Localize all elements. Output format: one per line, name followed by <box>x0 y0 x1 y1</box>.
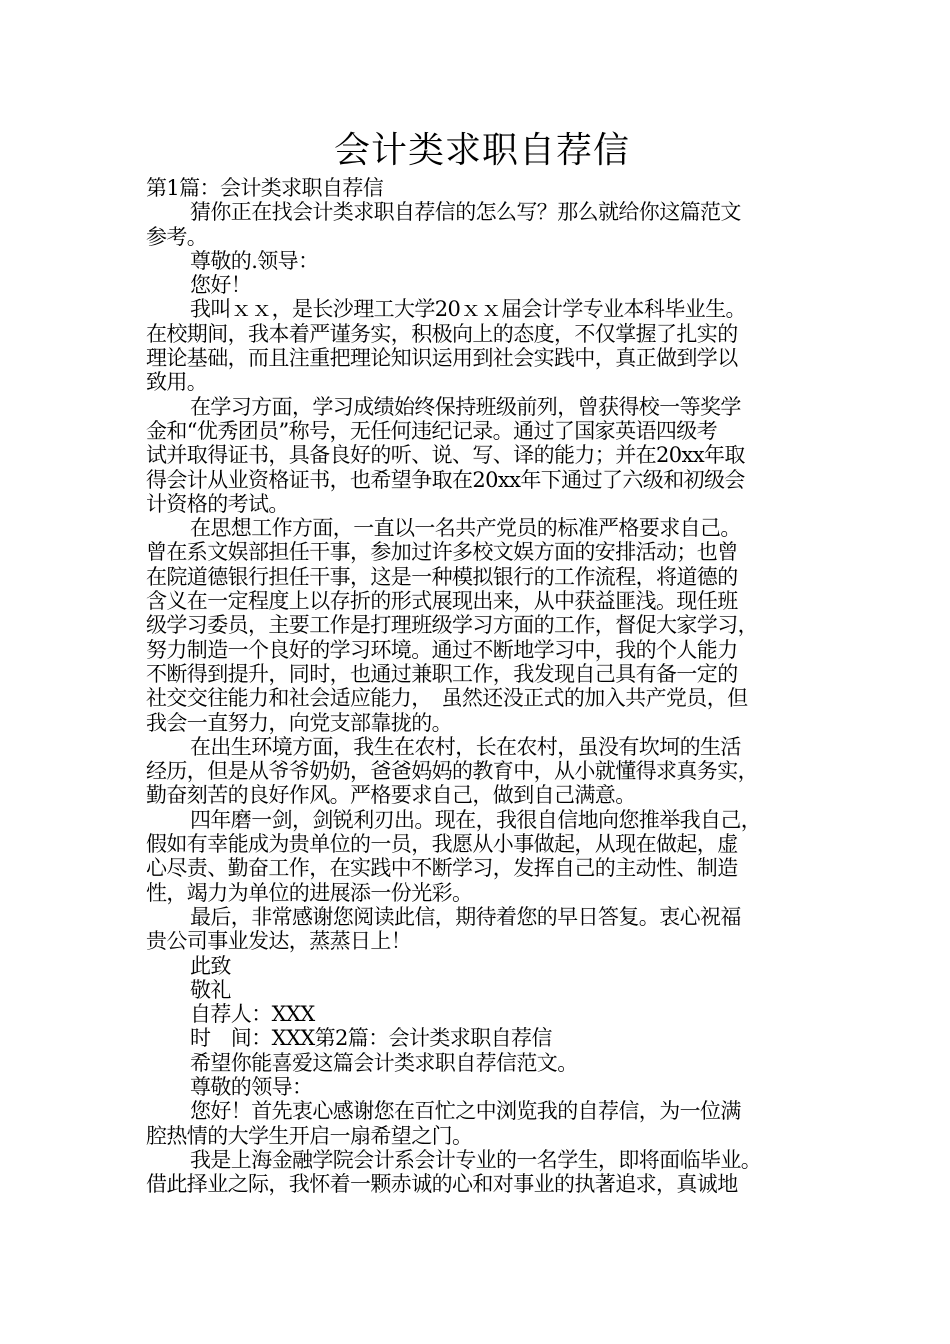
text-line: 腔热情的大学生开启一扇希望之门。 <box>146 1123 473 1148</box>
text-line: 在出生环境方面，我生在农村，长在农村，虽没有坎坷的生活 <box>190 734 741 759</box>
text-line: 经历，但是从爷爷奶奶，爸爸妈妈的教育中，从小就懂得求真务实， <box>146 759 758 784</box>
text-line: 试并取得证书，具备良好的听、说、写、译的能力；并在20xx年取 <box>146 443 745 468</box>
text-line: 在学习方面，学习成绩始终保持班级前列，曾获得校一等奖学 <box>190 394 741 419</box>
text-line: 四年磨一剑，剑锐利刃出。现在，我很自信地向您推举我自己， <box>190 807 762 832</box>
text-line: 我叫ｘｘ，是长沙理工大学20ｘｘ届会计学专业本科毕业生。 <box>190 297 746 322</box>
text-line: 您好！ <box>190 273 252 298</box>
text-line: 我会一直努力，向党支部靠拢的。 <box>146 710 452 735</box>
text-line: 我是上海金融学院会计系会计专业的一名学生，即将面临毕业。 <box>190 1147 762 1172</box>
text-line: 敬礼 <box>190 977 231 1002</box>
text-line: 致用。 <box>146 370 208 395</box>
text-line: 勤奋刻苦的良好作风。严格要求自己，做到自己满意。 <box>146 783 636 808</box>
text-line: 假如有幸能成为贵单位的一员，我愿从小事做起，从现在做起，虚 <box>146 832 738 857</box>
text-line: 在院道德银行担任干事，这是一种模拟银行的工作流程，将道德的 <box>146 564 738 589</box>
text-line: 不断得到提升，同时，也通过兼职工作，我发现自己具有备一定的 <box>146 661 738 686</box>
text-line: 您好！首先衷心感谢您在百忙之中浏览我的自荐信，为一位满 <box>190 1099 741 1124</box>
text-line: 理论基础，而且注重把理论知识运用到社会实践中，真正做到学以 <box>146 346 738 371</box>
text-line: 自荐人：XXX <box>190 1002 315 1027</box>
text-line: 贵公司事业发达，蒸蒸日上！ <box>146 929 412 954</box>
text-line: 心尽责、勤奋工作，在实践中不断学习，发挥自己的主动性、制造 <box>146 856 738 881</box>
text-line: 得会计从业资格证书，也希望争取在20xx年下通过了六级和初级会 <box>146 467 745 492</box>
text-line: 尊敬的.领导： <box>190 248 319 273</box>
document-title: 会计类求职自荐信 <box>333 130 630 171</box>
text-line: 猜你正在找会计类求职自荐信的怎么写？那么就给你这篇范文 <box>190 200 741 225</box>
text-line: 努力制造一个良好的学习环境。通过不断地学习中，我的个人能力 <box>146 637 738 662</box>
text-line: 尊敬的领导： <box>190 1074 313 1099</box>
text-line: 希望你能喜爱这篇会计类求职自荐信范文。 <box>190 1050 578 1075</box>
text-line: 性，竭力为单位的进展添一份光彩。 <box>146 880 473 905</box>
text-line: 社交交往能力和社会适应能力， 虽然还没正式的加入共产党员，但 <box>146 686 748 711</box>
text-line: 曾在系文娱部担任干事，参加过许多校文娱方面的安排活动；也曾 <box>146 540 738 565</box>
text-line: 金和“优秀团员”称号，无任何违纪记录。通过了国家英语四级考 <box>146 418 718 443</box>
text-line: 借此择业之际，我怀着一颗赤诚的心和对事业的执著追求，真诚地 <box>146 1172 738 1197</box>
text-line: 在思想工作方面，一直以一名共产党员的标准严格要求自己。 <box>190 516 741 541</box>
text-line: 第1篇：会计类求职自荐信 <box>146 176 384 200</box>
text-line: 级学习委员，主要工作是打理班级学习方面的工作，督促大家学习， <box>146 613 758 638</box>
text-line: 参考。 <box>146 224 208 249</box>
document-page <box>146 128 818 1196</box>
text-line: 最后，非常感谢您阅读此信，期待着您的早日答复。衷心祝福 <box>190 904 741 929</box>
text-line: 含义在一定程度上以存折的形式展现出来，从中获益匪浅。现任班 <box>146 589 738 614</box>
document-body <box>146 176 818 1196</box>
text-line: 此致 <box>190 953 231 978</box>
text-line: 计资格的考试。 <box>146 491 289 516</box>
text-line: 在校期间，我本着严谨务实，积极向上的态度，不仅掌握了扎实的 <box>146 321 738 346</box>
text-line: 时 间：XXX第2篇：会计类求职自荐信 <box>190 1026 552 1051</box>
